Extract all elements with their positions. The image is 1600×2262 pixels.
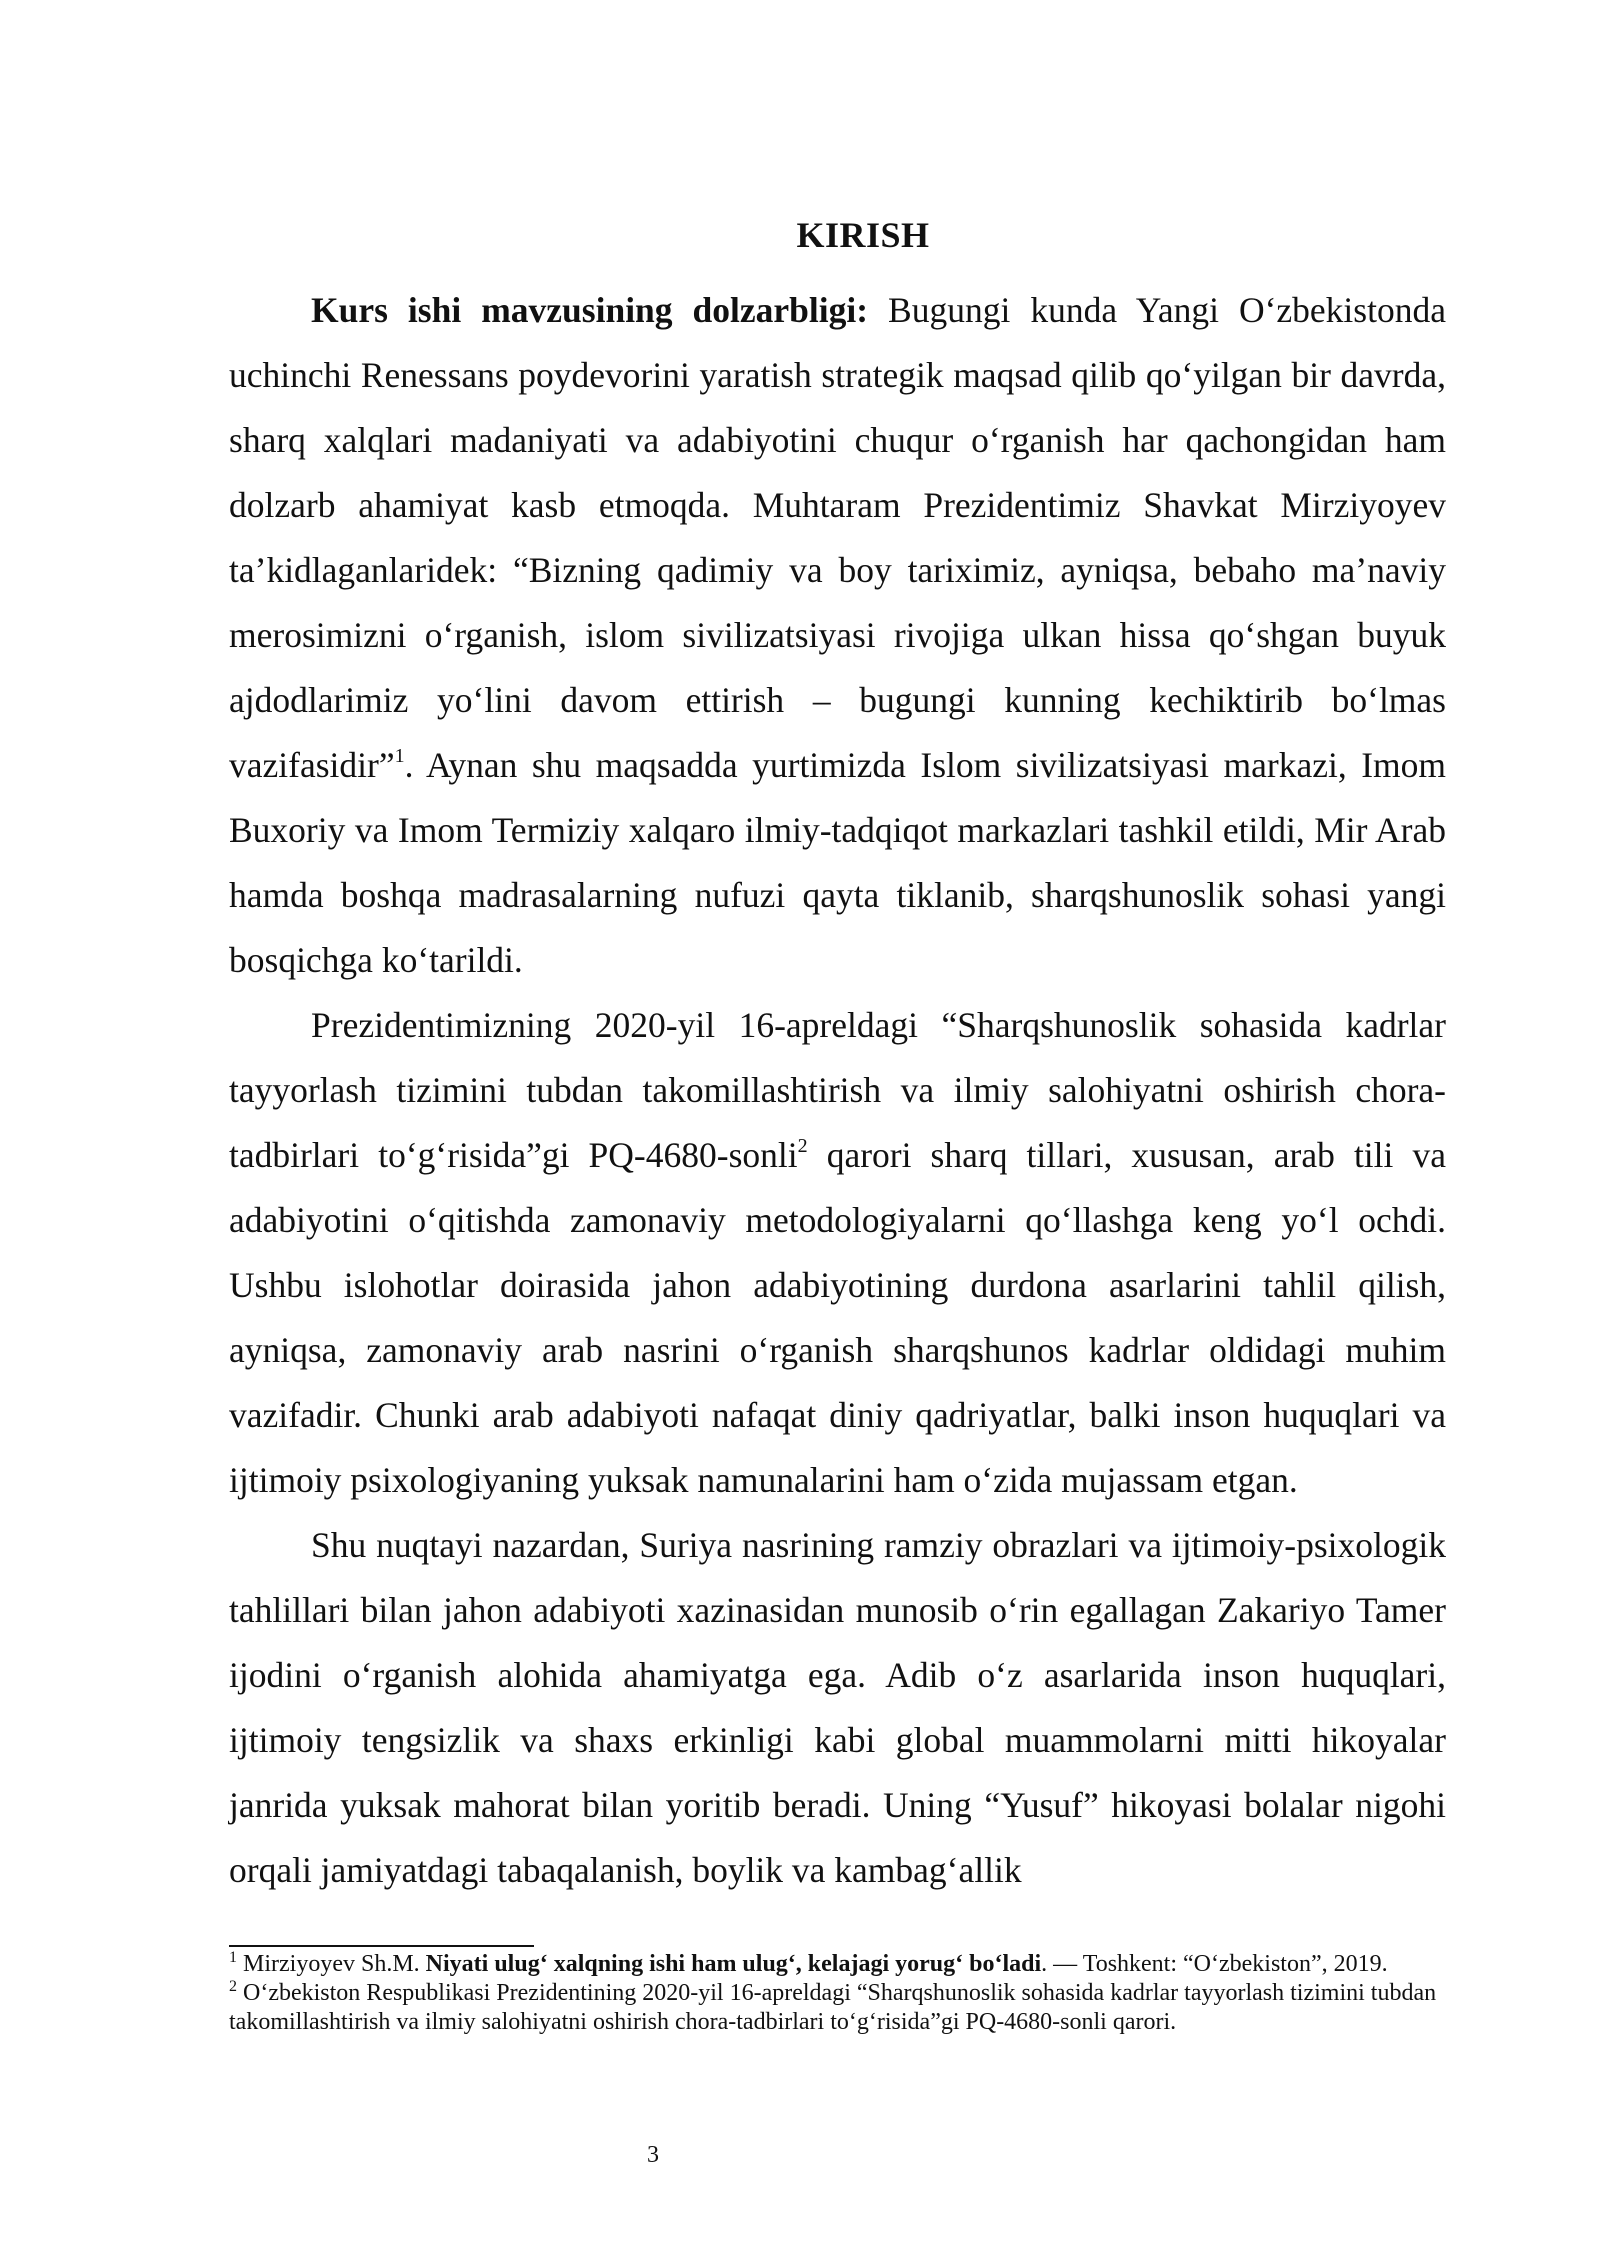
footnote-reference: 1 (394, 745, 405, 768)
paragraph-relevance (229, 278, 1446, 993)
footnote-marker: 2 (229, 1978, 237, 1995)
paragraph-decree (229, 993, 1446, 1513)
footnote-title: Niyati ulug‘ xalqning ishi ham ulug‘, kelajagi yorug‘ bo‘ladi (425, 1951, 1042, 1977)
paragraph-text: Bugungi kunda Yangi O‘zbekistonda uchinchi Renessans poydevorini yaratish strategik maqsad qilib qo‘yilgan bir davrda, sharq xalqlari madaniyati va adabiyotini chuqur o‘rganish har qachongidan ham dolzarb ahamiyat kasb etmoqda. Muhtaram Prezidentimiz Shavkat Mirziyoyev ta’kidlaganlaridek: “Bizning qadimiy va boy tariximiz, ayniqsa, bebaho ma’naviy merosimizni o‘rganish, islom sivilizatsiyasi rivojiga ulkan hissa qo‘shgan buyuk ajdodlarimiz yo‘lini davom ettirish – bugungi kunning kechiktirib bo‘lmas vazifasidir” (229, 290, 1446, 785)
footnote-item (229, 1950, 1446, 1979)
footnotes (229, 1950, 1446, 2037)
paragraph-text: qarori sharq tillari, xususan, arab tili va adabiyotini o‘qitishda zamonaviy metodologiyalarni qo‘llashga keng yo‘l ochdi. Ushbu islohotlar doirasida jahon adabiyotining durdona asarlarini tahlil qilish, ayniqsa, zamonaviy arab nasrini o‘rganish sharqshunos kadrlar oldidagi muhim vazifadir. Chunki arab adabiyoti nafaqat diniy qadriyatlar, balki inson huquqlari va ijtimoiy psixologiyaning yuksak namunalarini ham o‘zida mujassam etgan. (229, 1135, 1446, 1500)
section-heading: KIRISH (796, 215, 930, 255)
footnote-item (229, 1979, 1446, 2037)
footnote-marker: 1 (229, 1949, 237, 1966)
paragraph-text: . Aynan shu maqsadda yurtimizda Islom sivilizatsiyasi markazi, Imom Buxoriy va Imom Termiziy xalqaro ilmiy-tadqiqot markazlari tashkil etildi, Mir Arab hamda boshqa madrasalarning nufuzi qayta tiklanib, sharqshunoslik sohasi yangi bosqichga ko‘tarildi. (229, 745, 1446, 980)
paragraph-text: Shu nuqtayi nazardan, Suriya nasrining ramziy obrazlari va ijtimoiy-psixologik tahlillari bilan jahon adabiyoti xazinasidan munosib o‘rin egallagan Zakariyo Tamer ijodini o‘rganish alohida ahamiyatga ega. Adib o‘z asarlarida inson huquqlari, ijtimoiy tengsizlik va shaxs erkinligi kabi global muammolarni mitti hikoyalar janrida yuksak mahorat bilan yoritib beradi. Uning “Yusuf” hikoyasi bolalar nigohi orqali jamiyatdagi tabaqalanish, boylik va kambag‘allik (229, 1525, 1446, 1890)
footnote-author: Mirziyoyev Sh.M. (237, 1951, 426, 1977)
paragraph-lead: Kurs ishi mavzusining dolzarbligi: (311, 290, 869, 330)
paragraph-zakariyo-tamer (229, 1513, 1446, 1903)
paragraph-text: Prezidentimizning 2020-yil 16-apreldagi “Sharqshunoslik sohasida kadrlar tayyorlash tizimini tubdan takomillashtirish va ilmiy salohiyatni oshirish chora-tadbirlari to‘g‘risida”gi PQ-4680-sonli (229, 1005, 1446, 1175)
footnote-reference: 2 (797, 1135, 808, 1158)
footnote-text: O‘zbekiston Respublikasi Prezidentining 2020-yil 16-apreldagi “Sharqshunoslik sohasida kadrlar tayyorlash tizimini tubdan takomillashtirish va ilmiy salohiyatni oshirish chora-tadbirlari to‘g‘risida”gi PQ-4680-sonli qarori. (229, 1980, 1437, 2035)
page-number: 3 (647, 2142, 659, 2168)
footnote-publication: . — Toshkent: “O‘zbekiston”, 2019. (1041, 1951, 1388, 1977)
footnote-separator (229, 1945, 534, 1947)
body-text (229, 278, 1446, 1903)
